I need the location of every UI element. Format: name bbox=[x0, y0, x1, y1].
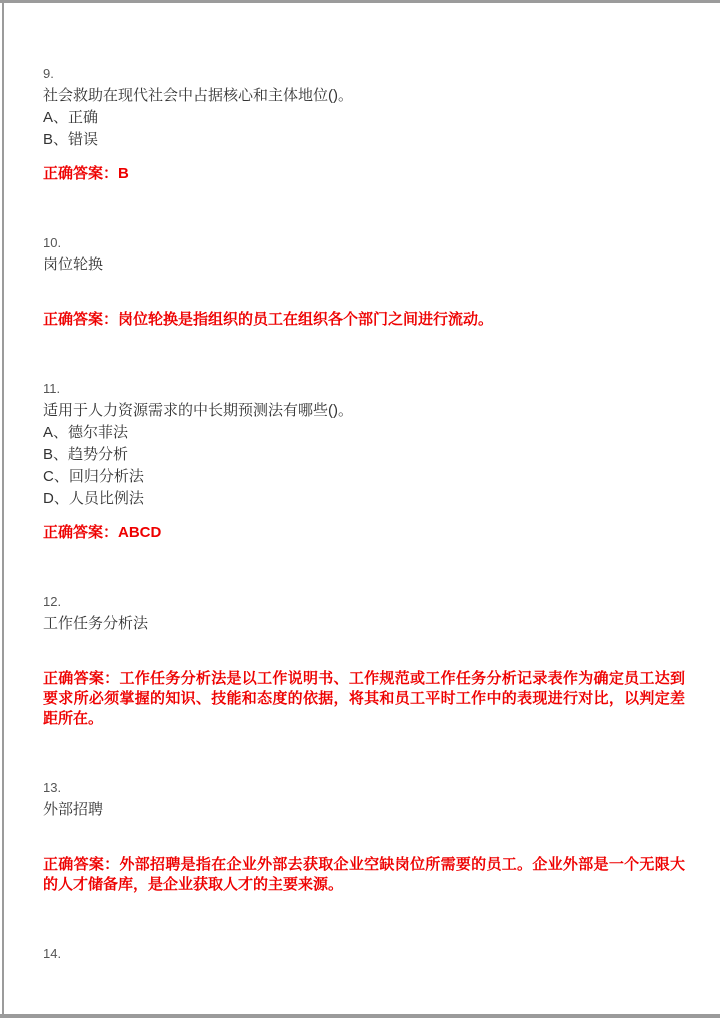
question-block bbox=[43, 63, 685, 184]
answer-line bbox=[43, 855, 685, 895]
answer-line bbox=[43, 523, 685, 543]
answer-text: 工作任务分析法是以工作说明书、工作规范或工作任务分析记录表作为确定员工达到要求所必须掌握的知识、技能和态度的依据，将其和员工平时工作中的表现进行对比，以判定差距所在。 bbox=[43, 670, 685, 727]
answer-text: 外部招聘是指在企业外部去获取企业空缺岗位所需要的员工。企业外部是一个无限大的人才储备库，是企业获取人才的主要来源。 bbox=[43, 856, 685, 893]
question-text: 社会救助在现代社会中占据核心和主体地位()。 bbox=[43, 87, 353, 104]
answer-prefix: 正确答案： bbox=[43, 670, 120, 687]
question-block bbox=[43, 777, 685, 895]
question-block bbox=[43, 591, 685, 729]
question-text: 适用于人力资源需求的中长期预测法有哪些()。 bbox=[43, 402, 353, 419]
answer-line bbox=[43, 310, 685, 330]
answer-line bbox=[43, 164, 685, 184]
answer-prefix: 正确答案： bbox=[43, 856, 120, 873]
question-number: 11. bbox=[43, 381, 61, 396]
question-option: A、德尔菲法 bbox=[43, 424, 129, 441]
answer-text: 岗位轮换是指组织的员工在组织各个部门之间进行流动。 bbox=[118, 311, 494, 328]
answer-prefix: 正确答案： bbox=[43, 524, 119, 541]
question-block bbox=[43, 232, 685, 330]
question-block bbox=[43, 378, 685, 543]
question-option: D、人员比例法 bbox=[43, 490, 144, 507]
question-number: 10. bbox=[43, 235, 62, 250]
answer-prefix: 正确答案： bbox=[43, 165, 119, 182]
question-option: A、正确 bbox=[43, 109, 99, 126]
question-block bbox=[43, 943, 685, 965]
question-text: 岗位轮换 bbox=[43, 256, 104, 273]
question-number: 12. bbox=[43, 594, 62, 609]
answer-prefix: 正确答案： bbox=[43, 311, 119, 328]
answer-text: ABCD bbox=[118, 524, 162, 541]
question-option: C、回归分析法 bbox=[43, 468, 144, 485]
answer-text: B bbox=[118, 165, 129, 182]
answer-line bbox=[43, 669, 685, 729]
question-option: B、错误 bbox=[43, 131, 99, 148]
question-number: 14. bbox=[43, 946, 62, 961]
question-text: 工作任务分析法 bbox=[43, 615, 149, 632]
question-number: 9. bbox=[43, 66, 54, 81]
question-options bbox=[43, 107, 685, 151]
question-list bbox=[0, 3, 720, 965]
question-options bbox=[43, 422, 685, 510]
question-number: 13. bbox=[43, 780, 62, 795]
question-option: B、趋势分析 bbox=[43, 446, 129, 463]
question-text: 外部招聘 bbox=[43, 801, 104, 818]
